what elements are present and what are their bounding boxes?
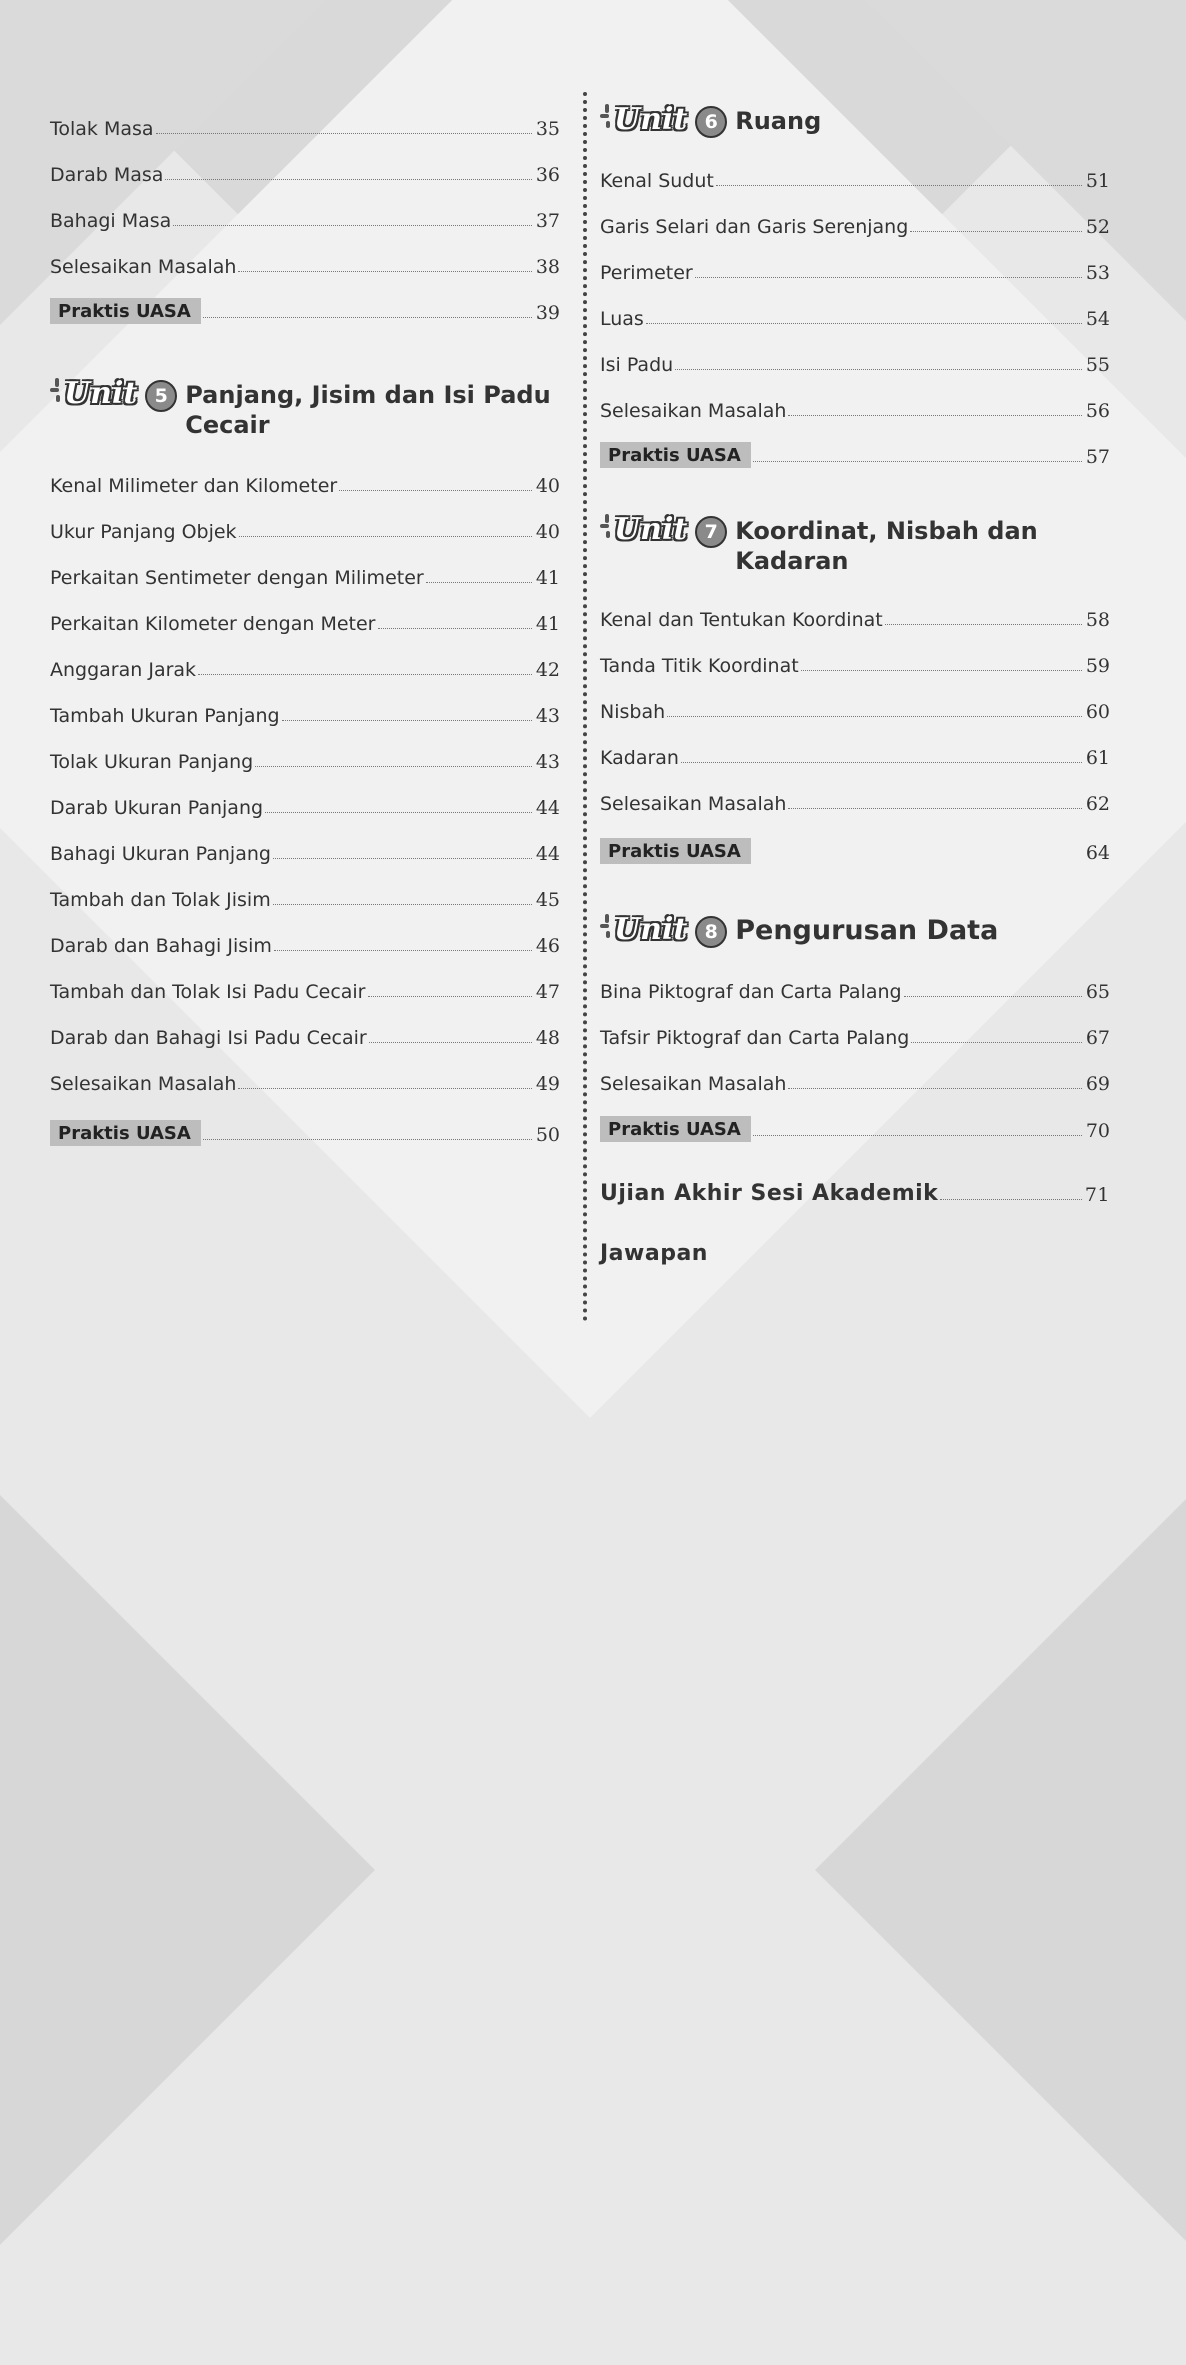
entry-page: 38 [535,256,560,278]
entry-title: Kenal Milimeter dan Kilometer [50,475,338,497]
leader-dots [282,720,532,721]
praktis-badge: Praktis UASA [600,442,751,468]
leader-dots [238,271,532,272]
unit-6-heading [600,102,821,138]
entry-page: 52 [1085,216,1110,238]
unit-8-heading [600,912,998,948]
entry-page: 41 [535,613,560,635]
entry-page: 57 [1085,446,1110,468]
toc-entry[interactable] [50,1065,560,1095]
toc-entry[interactable] [50,248,560,278]
entry-title: Bahagi Masa [50,210,172,232]
entry-title: Selesaikan Masalah [50,1073,237,1095]
toc-entry[interactable] [600,208,1110,238]
toc-entry[interactable] [600,254,1110,284]
entry-title: Kenal dan Tentukan Koordinat [600,609,883,631]
toc-entry[interactable] [600,973,1110,1003]
toc-entry[interactable] [50,973,560,1003]
toc-entry[interactable] [50,513,560,543]
toc-entry[interactable] [50,835,560,865]
entry-page: 45 [535,889,560,911]
toc-entry[interactable] [600,300,1110,330]
entry-page: 70 [1085,1120,1110,1142]
unit-label: Unit [50,376,137,412]
leader-dots [273,858,532,859]
entry-title: Kadaran [600,747,679,769]
unit-number: 8 [695,916,727,948]
toc-entry[interactable] [600,162,1110,192]
leader-dots [885,624,1082,625]
entry-title: Selesaikan Masalah [50,256,237,278]
toc-entry[interactable] [50,605,560,635]
entry-title: Darab Ukuran Panjang [50,797,264,819]
entry-title: Tambah dan Tolak Jisim [50,889,271,911]
entry-title: Selesaikan Masalah [600,793,787,815]
toc-entry[interactable] [50,156,560,186]
toc-entry[interactable] [50,927,560,957]
entry-page: 44 [535,797,560,819]
leader-dots [753,857,1082,858]
leader-dots [255,766,532,767]
leader-dots [753,1135,1082,1136]
praktis-entry[interactable] [600,1112,1110,1142]
toc-entry[interactable] [600,739,1110,769]
entry-page: 42 [535,659,560,681]
unit-5-heading [50,376,551,440]
praktis-badge: Praktis UASA [50,1120,201,1146]
toc-entry[interactable] [50,743,560,773]
praktis-entry[interactable] [600,438,1110,468]
entry-title: Bahagi Ukuran Panjang [50,843,271,865]
entry-page: 55 [1085,354,1110,376]
entry-page: 41 [535,567,560,589]
leader-dots [274,950,532,951]
entry-title: Isi Padu [600,354,674,376]
entry-title: Perkaitan Kilometer dengan Meter [50,613,376,635]
leader-dots [273,904,532,905]
entry-title: Tambah dan Tolak Isi Padu Cecair [50,981,366,1003]
toc-entry[interactable] [600,647,1110,677]
toc-entry[interactable] [50,559,560,589]
toc-entry[interactable] [600,1019,1110,1049]
entry-page: 65 [1085,981,1110,1003]
entry-title: Tambah Ukuran Panjang [50,705,280,727]
ujian-entry[interactable] [600,1172,1110,1206]
leader-dots [369,1042,532,1043]
toc-entry[interactable] [600,693,1110,723]
leader-dots [695,277,1082,278]
entry-page: 51 [1085,170,1110,192]
leader-dots [265,812,532,813]
toc-entry[interactable] [50,202,560,232]
entry-page: 62 [1085,793,1110,815]
entry-page: 37 [535,210,560,232]
unit-title: Pengurusan Data [735,915,999,946]
entry-page: 60 [1085,701,1110,723]
entry-page: 54 [1085,308,1110,330]
entry-title: Tolak Ukuran Panjang [50,751,254,773]
leader-dots [788,415,1082,416]
leader-dots [910,231,1082,232]
entry-page: 58 [1085,609,1110,631]
leader-dots [239,536,532,537]
entry-page: 47 [535,981,560,1003]
entry-page: 69 [1085,1073,1110,1095]
leader-dots [368,996,533,997]
entry-title: Kenal Sudut [600,170,714,192]
toc-entry[interactable] [50,881,560,911]
entry-title: Nisbah [600,701,666,723]
entry-title: Tolak Masa [50,118,154,140]
leader-dots [378,628,533,629]
entry-title: Anggaran Jarak [50,659,197,681]
entry-page: 61 [1085,747,1110,769]
leader-dots [198,674,532,675]
leader-dots [667,716,1082,717]
praktis-entry[interactable] [50,1116,560,1146]
entry-page: 71 [1084,1184,1110,1206]
unit-number: 6 [695,106,727,138]
leader-dots [911,1042,1082,1043]
entry-page: 39 [535,302,560,324]
entry-page: 43 [535,751,560,773]
entry-page: 36 [535,164,560,186]
unit-number: 5 [145,380,177,412]
entry-title: Darab dan Bahagi Isi Padu Cecair [50,1027,367,1049]
entry-page: 53 [1085,262,1110,284]
leader-dots [904,996,1082,997]
entry-title: Luas [600,308,644,330]
entry-title: Darab dan Bahagi Jisim [50,935,272,957]
entry-page: 67 [1085,1027,1110,1049]
praktis-entry[interactable] [600,834,1110,864]
entry-title: Perkaitan Sentimeter dengan Milimeter [50,567,424,589]
leader-dots [426,582,532,583]
leader-dots [788,808,1082,809]
praktis-badge: Praktis UASA [50,298,201,324]
entry-title: Garis Selari dan Garis Serenjang [600,216,909,238]
entry-title: Selesaikan Masalah [600,1073,787,1095]
ujian-title: Ujian Akhir Sesi Akademik [600,1181,939,1206]
entry-title: Ukur Panjang Objek [50,521,237,543]
entry-page: 35 [535,118,560,140]
entry-page: 48 [535,1027,560,1049]
praktis-badge: Praktis UASA [600,838,751,864]
entry-page: 40 [535,475,560,497]
entry-page: 59 [1085,655,1110,677]
entry-page: 40 [535,521,560,543]
unit-title: Ruang [735,107,822,135]
leader-dots [238,1088,532,1089]
unit-number: 7 [695,516,727,548]
toc-entry[interactable] [50,467,560,497]
toc-entry[interactable] [50,651,560,681]
spark-icon [600,514,612,544]
jawapan-entry[interactable] [600,1232,1110,1266]
toc-entry[interactable] [600,785,1110,815]
entry-page: 43 [535,705,560,727]
toc-entry[interactable] [50,110,560,140]
leader-dots [339,490,532,491]
praktis-entry[interactable] [50,294,560,324]
unit-label: Unit [600,102,687,138]
toc-entry[interactable] [50,1019,560,1049]
entry-title: Tafsir Piktograf dan Carta Palang [600,1027,910,1049]
entry-page: 50 [535,1124,560,1146]
leader-dots [753,461,1082,462]
leader-dots [788,1088,1082,1089]
entry-page: 64 [1085,842,1110,864]
toc-entry[interactable] [50,697,560,727]
toc-entry[interactable] [600,346,1110,376]
entry-page: 56 [1085,400,1110,422]
leader-dots [681,762,1082,763]
entry-title: Selesaikan Masalah [600,400,787,422]
entry-page: 49 [535,1073,560,1095]
leader-dots [801,670,1082,671]
praktis-badge: Praktis UASA [600,1116,751,1142]
spark-icon [50,378,62,408]
toc-entry[interactable] [600,392,1110,422]
spark-icon [600,914,612,944]
entry-title: Perimeter [600,262,693,284]
jawapan-title: Jawapan [600,1241,708,1266]
toc-entry[interactable] [600,1065,1110,1095]
entry-title: Bina Piktograf dan Carta Palang [600,981,902,1003]
leader-dots [173,225,532,226]
leader-dots [646,323,1082,324]
spark-icon [600,104,612,134]
unit-title: Koordinat, Nisbah dan Kadaran [735,517,1038,575]
leader-dots [203,317,532,318]
unit-label: Unit [600,512,687,548]
column-divider [583,92,587,1322]
toc-entry[interactable] [50,789,560,819]
leader-dots [156,133,532,134]
unit-label: Unit [600,912,687,948]
entry-title: Tanda Titik Koordinat [600,655,799,677]
leader-dots [165,179,532,180]
entry-page: 46 [535,935,560,957]
entry-title: Darab Masa [50,164,164,186]
unit-title: Panjang, Jisim dan Isi Padu Cecair [185,381,551,439]
unit-7-heading [600,512,1038,576]
toc-entry[interactable] [600,601,1110,631]
leader-dots [716,185,1082,186]
leader-dots [940,1199,1082,1200]
leader-dots [675,369,1082,370]
leader-dots [203,1139,532,1140]
entry-page: 44 [535,843,560,865]
